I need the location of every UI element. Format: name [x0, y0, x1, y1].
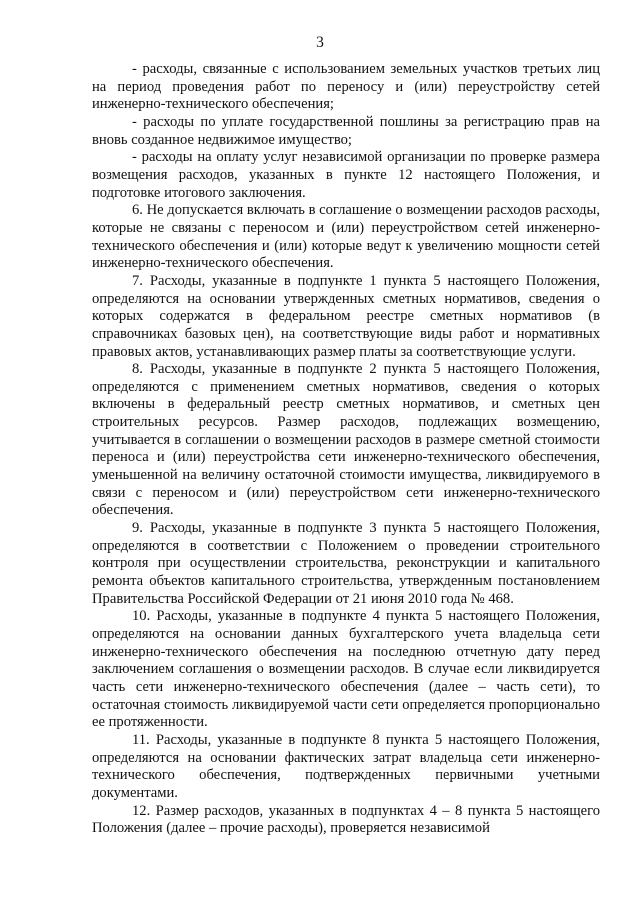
- document-body: [92, 61, 600, 838]
- paragraph-clause-9: 9. Расходы, указанные в подпункте 3 пункта 5 настоящего Положения, определяются в соответствии с Положением о проведении строительного контроля при осуществлении строительства, реконструкции и капитального ремонта объектов капитального строительства, утвержденным постановлением Правительства Российской Федерации от 21 июня 2010 года № 468.: [92, 520, 600, 607]
- paragraph-clause-8: 8. Расходы, указанные в подпункте 2 пункта 5 настоящего Положения, определяются с применением сметных нормативов, сведения о которых включены в федеральный реестр сметных нормативов, и сметных цен строительных ресурсов. Размер расходов, подлежащих возмещению, учитывается в соглашении о возмещении расходов в размере сметной стоимости переноса и (или) переустройства сети инженерно-технического обеспечения, уменьшенной на величину остаточной стоимости имущества, ликвидируемого в связи с переносом и (или) переустройством сети инженерно-технического обеспечения.: [92, 361, 600, 519]
- paragraph-expense-state-duty: - расходы по уплате государственной пошлины за регистрацию прав на вновь созданное недвижимое имущество;: [92, 113, 600, 148]
- paragraph-expense-independent-review: - расходы на оплату услуг независимой организации по проверке размера возмещения расходов, указанных в пункте 12 настоящего Положения, и подготовке итогового заключения.: [92, 149, 600, 201]
- paragraph-clause-7: 7. Расходы, указанные в подпункте 1 пункта 5 настоящего Положения, определяются на основании утвержденных сметных нормативов, сведения о которых содержатся в федеральном реестре сметных нормативов (в справочниках базовых цен), на соответствующие виды работ и нормативных правовых актов, устанавливающих размер платы за соответствующие услуги.: [92, 272, 600, 360]
- paragraph-clause-11: 11. Расходы, указанные в подпункте 8 пункта 5 настоящего Положения, определяются на основании фактических затрат владельца сети инженерно-технического обеспечения, подтвержденных первичными учетными документами.: [92, 731, 600, 801]
- paragraph-clause-12: 12. Размер расходов, указанных в подпунктах 4 – 8 пункта 5 настоящего Положения (далее – прочие расходы), проверяется независимой: [92, 802, 600, 837]
- paragraph-clause-6: 6. Не допускается включать в соглашение о возмещении расходов расходы, которые не связаны с переносом и (или) переустройством сетей инженерно-технического обеспечения и (или) которые ведут к увеличению мощности сетей инженерно-технического обеспечения.: [92, 202, 600, 272]
- paragraph-expense-land-plots: - расходы, связанные с использованием земельных участков третьих лиц на период проведения работ по переносу и (или) переустройству сетей инженерно-технического обеспечения;: [92, 61, 600, 113]
- page-number: 3: [316, 34, 324, 51]
- paragraph-clause-10: 10. Расходы, указанные в подпункте 4 пункта 5 настоящего Положения, определяются на основании данных бухгалтерского учета владельца сети инженерно-технического обеспечения на последнюю отчетную дату перед заключением соглашения о возмещении расходов. В случае если ликвидируется часть сети инженерно-технического обеспечения (далее – часть сети), то остаточная стоимость ликвидируемой части сети определяется пропорционально ее протяженности.: [92, 608, 600, 731]
